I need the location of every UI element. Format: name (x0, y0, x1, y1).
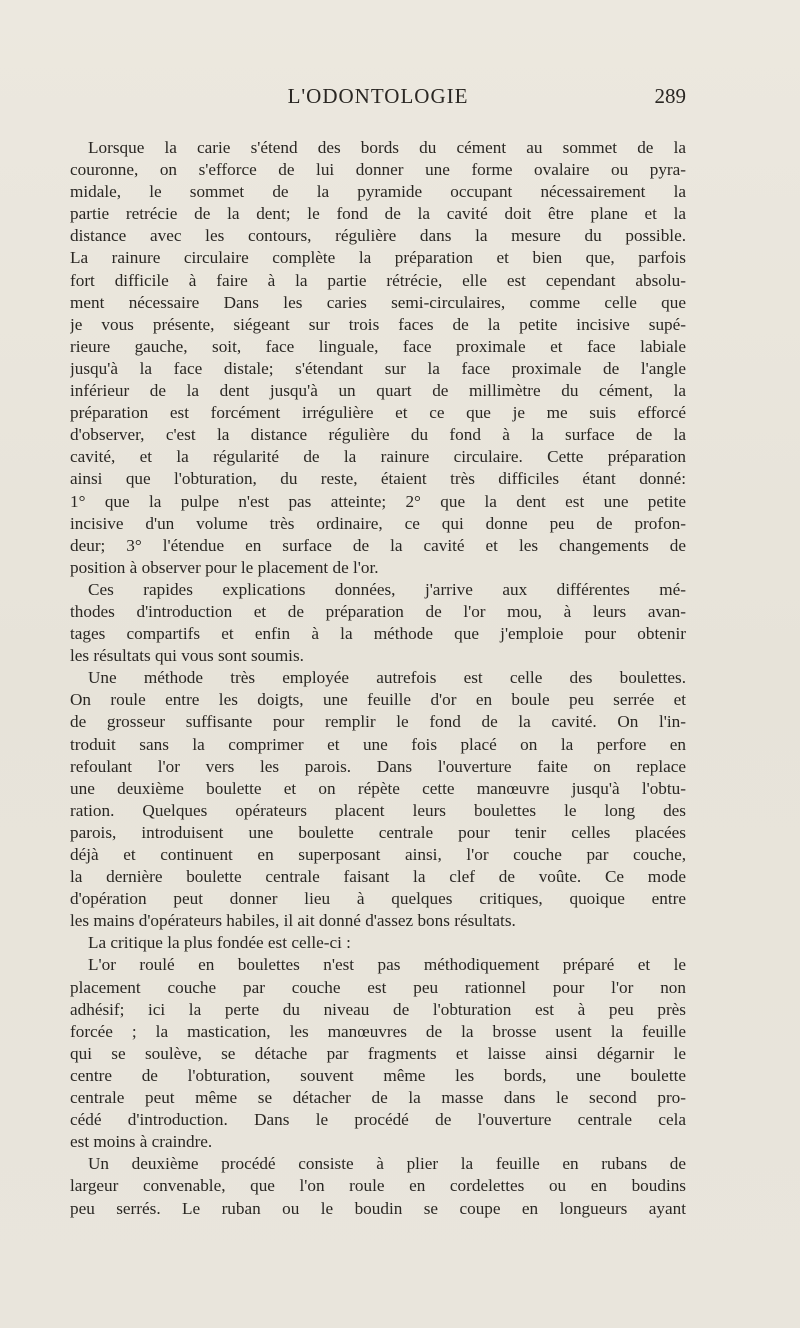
text-line: forcée ; la mastication, les manœuvres de la brosse usent la feuille (70, 1021, 686, 1041)
text-line: refoulant l'or vers les parois. Dans l'ouverture faite on replace (70, 756, 686, 776)
text-line: rieure gauche, soit, face linguale, face proximale et face labiale (70, 336, 686, 356)
text-line: Ces rapides explications données, j'arrive aux différentes mé- (88, 579, 686, 599)
text-line: placement couche par couche est peu rationnel pour l'or non (70, 977, 686, 997)
text-line: préparation est forcément irrégulière et ce que je me suis efforcé (70, 403, 686, 423)
text-line: Un deuxième procédé consiste à plier la feuille en rubans de (88, 1154, 686, 1174)
text-line: deur; 3° l'étendue en surface de la cavité et les changements de (70, 535, 686, 555)
text-line: déjà et continuent en superposant ainsi, l'or couche par couche, (70, 845, 686, 864)
text-line: une deuxième boulette et on répète cette manœuvre jusqu'à l'obtu- (70, 778, 686, 798)
text-line: les résultats qui vous sont soumis. (70, 646, 304, 666)
text-line: On roule entre les doigts, une feuille d'or en boule peu serrée et (70, 690, 686, 710)
text-line: fort difficile à faire à la partie rétrécie, elle est cependant absolu- (70, 270, 686, 290)
text-line: Une méthode très employée autrefois est celle des boulettes. (88, 668, 686, 688)
text-line: jusqu'à la face distale; s'étendant sur la face proximale de l'angle (70, 358, 686, 378)
text-line: largeur convenable, que l'on roule en cordelettes ou en boudins (70, 1176, 686, 1196)
text-line: tages compartifs et enfin à la méthode que j'emploie pour obtenir (70, 624, 686, 644)
text-line: cédé d'introduction. Dans le procédé de l'ouverture centrale cela (70, 1110, 686, 1130)
text-line: est moins à craindre. (70, 1132, 213, 1152)
text-line: centre de l'obturation, souvent même les bords, une boulette (70, 1065, 686, 1085)
text-line: thodes d'introduction et de préparation de l'or mou, à leurs avan- (70, 601, 686, 621)
text-line: midale, le sommet de la pyramide occupant nécessairement la (70, 182, 686, 202)
text-line: inférieur de la dent jusqu'à un quart de millimètre du cément, la (70, 381, 686, 401)
text-line: cavité, et la régularité de la rainure circulaire. Cette préparation (70, 447, 686, 467)
text-line: centrale peut même se détacher de la masse dans le second pro- (70, 1088, 686, 1108)
text-line: La critique la plus fondée est celle-ci : (88, 933, 351, 953)
text-line: La rainure circulaire complète la préparation et bien que, parfois (70, 248, 686, 268)
text-line: distance avec les contours, régulière dans la mesure du possible. (70, 226, 686, 246)
text-line: ment nécessaire Dans les caries semi-circulaires, comme celle que (70, 292, 686, 312)
text-line: troduit sans la comprimer et une fois placé on la perfore en (70, 734, 686, 754)
text-line: adhésif; ici la perte du niveau de l'obturation est à peu près (70, 999, 686, 1019)
text-line: d'observer, c'est la distance régulière du fond à la surface de la (70, 425, 686, 445)
text-line: peu serrés. Le ruban ou le boudin se coupe en longueurs ayant (70, 1198, 686, 1218)
text-line: 1° que la pulpe n'est pas atteinte; 2° que la dent est une petite (70, 491, 686, 511)
body-text (70, 137, 686, 1220)
text-line: incisive d'un volume très ordinaire, ce qui donne peu de profon- (70, 513, 686, 533)
page-header (70, 84, 686, 114)
text-line: couronne, on s'efforce de lui donner une forme ovalaire ou pyra- (70, 160, 686, 180)
text-line: Lorsque la carie s'étend des bords du cément au sommet de la (88, 138, 686, 157)
text-line: L'or roulé en boulettes n'est pas méthodiquement préparé et le (88, 955, 686, 975)
text-line: ration. Quelques opérateurs placent leurs boulettes le long des (70, 800, 686, 820)
text-line: de grosseur suffisante pour remplir le fond de la cavité. On l'in- (70, 712, 686, 732)
text-line: partie retrécie de la dent; le fond de la cavité doit être plane et la (70, 204, 686, 224)
running-title: L'ODONTOLOGIE (287, 84, 469, 108)
text-line: qui se soulève, se détache par fragments et laisse ainsi dégarnir le (70, 1043, 686, 1063)
text-line: ainsi que l'obturation, du reste, étaient très difficiles étant donné: (70, 469, 686, 489)
text-line: parois, introduisent une boulette centrale pour tenir celles placées (70, 822, 686, 842)
text-line: je vous présente, siégeant sur trois faces de la petite incisive supé- (70, 314, 686, 334)
text-line: position à observer pour le placement de l'or. (70, 557, 379, 577)
text-line: d'opération peut donner lieu à quelques critiques, quoique entre (70, 889, 686, 909)
page-number: 289 (654, 84, 686, 108)
text-line: les mains d'opérateurs habiles, il ait donné d'assez bons résultats. (70, 911, 516, 931)
text-line: la dernière boulette centrale faisant la clef de voûte. Ce mode (70, 867, 686, 887)
